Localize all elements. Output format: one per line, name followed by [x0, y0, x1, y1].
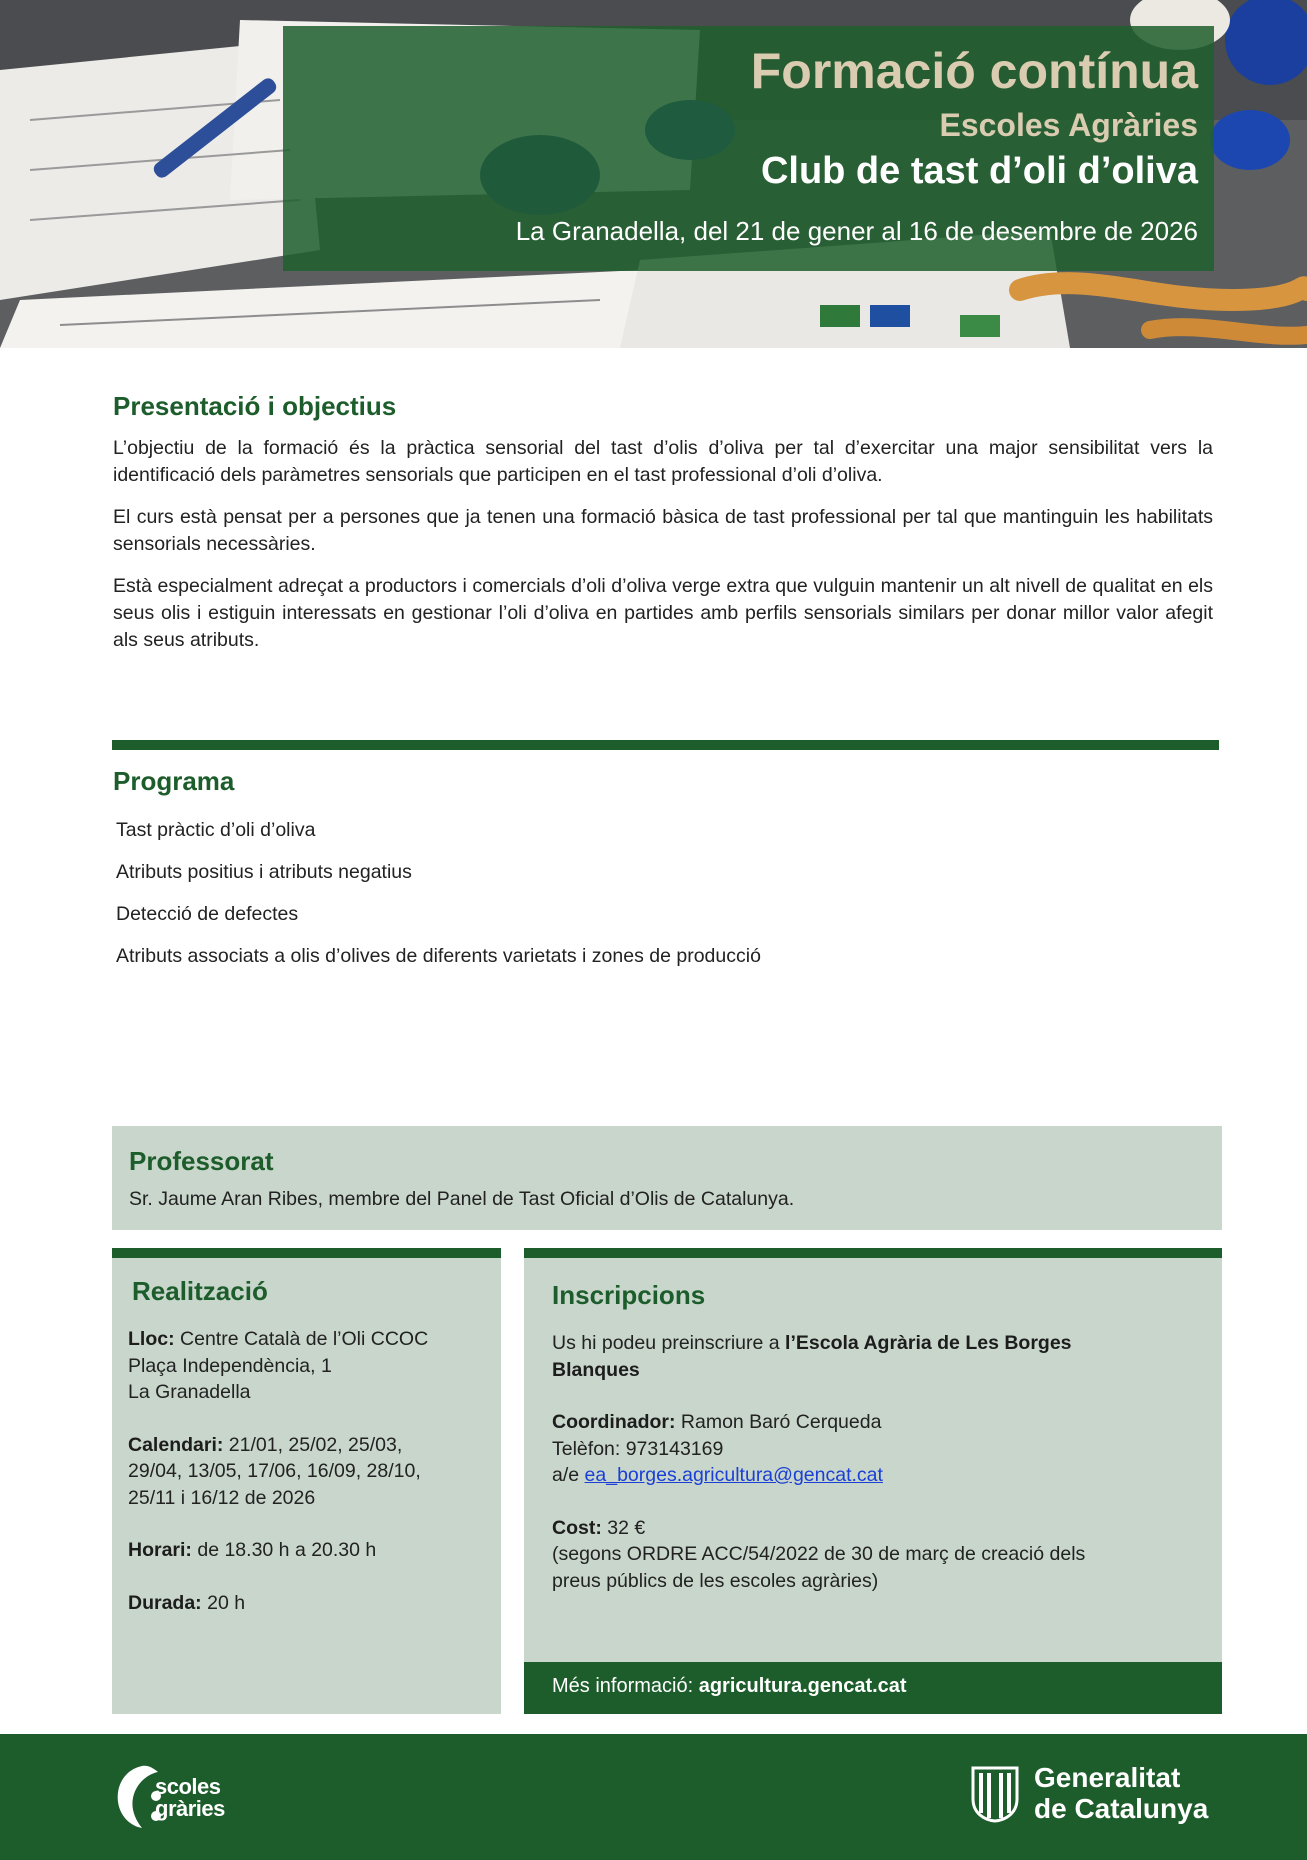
page-title: Formació contínua: [750, 43, 1198, 99]
realitzacio-heading: Realització: [132, 1276, 268, 1306]
section-programa: [113, 766, 1213, 987]
presentacio-paragraph: El curs està pensat per a persones que ja tenen una formació bàsica de tast professional per tal que mantinguin les habilitats sensorials necessàries.: [113, 506, 1213, 555]
footer: [0, 1734, 1307, 1860]
lloc-value: Centre Català de l’Oli CCOC: [174, 1328, 429, 1350]
horari-info: [128, 1537, 485, 1564]
cost-info: [552, 1515, 1194, 1595]
section-presentacio: [113, 391, 1213, 669]
calendari-info: [128, 1432, 485, 1512]
professorat-heading: Professorat: [129, 1146, 274, 1176]
horari-value: de 18.30 h a 20.30 h: [191, 1539, 377, 1561]
intro-text: Us hi podeu preinscriure a: [552, 1332, 786, 1354]
cost-label: Cost:: [552, 1516, 602, 1539]
coordinator-name: Ramon Baró Cerqueda: [675, 1411, 882, 1433]
generalitat-emblem-icon: [970, 1765, 1020, 1823]
generalitat-text: Generalitat: [1034, 1762, 1181, 1793]
escoles-text: scoles: [155, 1774, 221, 1799]
calendari-label: Calendari:: [128, 1433, 224, 1456]
professorat-text: Sr. Jaume Aran Ribes, membre del Panel de Tast Oficial d’Olis de Catalunya.: [129, 1188, 795, 1210]
phone-number: Telèfon: 973143169: [552, 1437, 724, 1460]
calendari-dates: 21/01, 25/02, 25/03,: [223, 1433, 403, 1456]
email-prefix: a/e: [552, 1464, 585, 1486]
inscripcions-intro: [552, 1330, 1194, 1383]
email-link[interactable]: ea_borges.agricultura@gencat.cat: [584, 1464, 883, 1486]
section-professorat: [112, 1126, 1222, 1230]
durada-info: [128, 1590, 485, 1617]
inscripcions-heading: Inscripcions: [552, 1280, 706, 1310]
programa-item: Detecció de defectes: [116, 903, 299, 925]
agraries-text: gràries: [155, 1796, 225, 1821]
programa-item: Tast pràctic d’oli d’oliva: [116, 819, 316, 841]
more-info-label: Més informació:: [552, 1675, 699, 1697]
contact-info: [552, 1409, 1194, 1489]
cost-note: preus públics de les escoles agràries): [552, 1569, 879, 1592]
hero-banner: [0, 0, 1307, 348]
lloc-town: La Granadella: [128, 1381, 251, 1403]
cost-value: 32 €: [601, 1516, 646, 1539]
cost-note: (segons ORDRE ACC/54/2022 de 30 de març de creació dels: [552, 1543, 1086, 1565]
section-realitzacio: [112, 1248, 501, 1714]
lloc-label: Lloc:: [128, 1328, 175, 1350]
calendari-dates: 29/04, 13/05, 17/06, 16/09, 28/10,: [128, 1460, 421, 1482]
durada-value: 20 h: [201, 1591, 246, 1614]
lloc-address: Plaça Independència, 1: [128, 1354, 332, 1377]
escoles-agraries-logo: [112, 1760, 252, 1836]
presentacio-paragraph: L’objectiu de la formació és la pràctica sensorial del tast d’olis d’oliva per tal d’exercitar una major sensibilitat vers la identificació dels paràmetres sensorials que participen en el tast professional d’oli d’oliva.: [113, 437, 1213, 486]
calendari-dates: 25/11 i 16/12 de 2026: [128, 1486, 316, 1509]
catalunya-text: de Catalunya: [1034, 1793, 1209, 1824]
lloc-info: [128, 1326, 485, 1406]
presentacio-heading: Presentació i objectius: [113, 391, 397, 421]
programa-item: Atributs positius i atributs negatius: [116, 861, 412, 883]
more-info-link[interactable]: agricultura.gencat.cat: [698, 1675, 907, 1697]
programa-heading: Programa: [113, 766, 235, 796]
more-info-bar: [524, 1662, 1222, 1714]
programa-item: Atributs associats a olis d’olives de diferents varietats i zones de producció: [116, 945, 761, 967]
school-name: Blanques: [552, 1358, 640, 1381]
section-inscripcions: [524, 1248, 1222, 1714]
coordinator-label: Coordinador:: [552, 1411, 676, 1433]
presentacio-paragraph: Està especialment adreçat a productors i comercials d’oli d’oliva verge extra que vulguin mantenir un alt nivell de qualitat en els seus olis i estiguin interessats en gestionar l’oli d’oliva en partides amb perfils sensorials similars per donar millor valor afegit als seus atributs.: [113, 575, 1213, 651]
generalitat-logo: [970, 1759, 1220, 1833]
course-dates: La Granadella, del 21 de gener al 16 de desembre de 2026: [515, 216, 1198, 246]
durada-label: Durada:: [128, 1591, 202, 1614]
title-panel: [283, 26, 1214, 271]
course-title: Club de tast d’oli d’oliva: [760, 150, 1198, 192]
horari-label: Horari:: [128, 1539, 192, 1561]
page-subtitle: Escoles Agràries: [939, 107, 1198, 143]
section-divider: [112, 740, 1219, 750]
school-name: l’Escola Agrària de Les Borges: [785, 1332, 1072, 1354]
